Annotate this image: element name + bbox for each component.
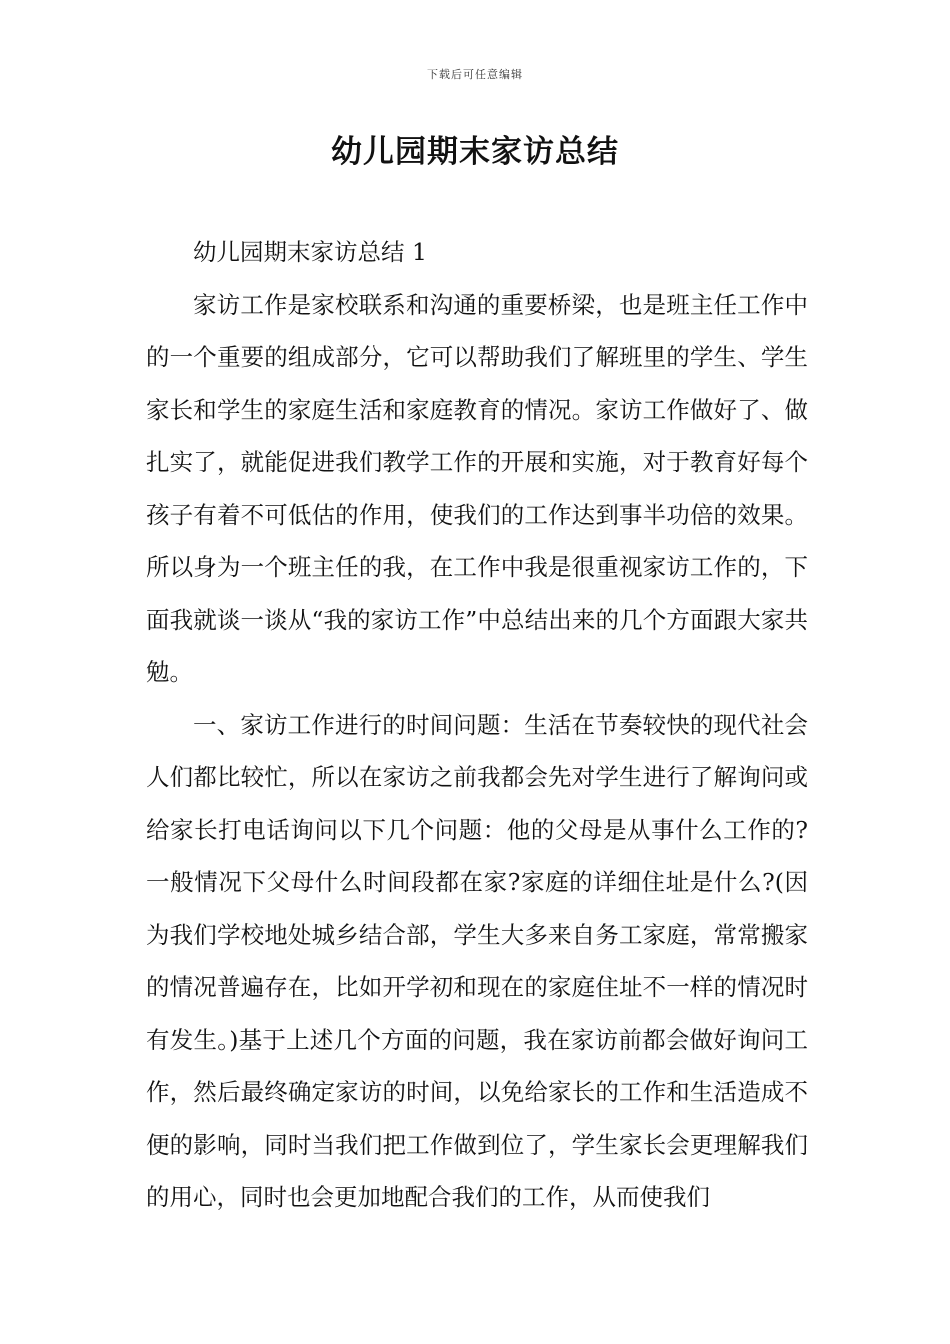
header-note: 下载后可任意编辑 [427, 68, 523, 81]
body-paragraph: 家访工作是家校联系和沟通的重要桥梁，也是班主任工作中的一个重要的组成部分，它可以帮助我们了解班里的学生、学生家长和学生的家庭生活和家庭教育的情况。家访工作做好了、做扎实了，就能促进我们教学工作的开展和实施，对于教育好每个孩子有着不可低估的作用，使我们的工作达到事半功倍的效果。所以身为一个班主任的我，在工作中我是很重视家访工作的，下面我就谈一谈从“我的家访工作”中总结出来的几个方面跟大家共勉。 [146, 290, 808, 686]
section-heading: 幼儿园期末家访总结 1 [193, 238, 427, 266]
document-body [146, 226, 808, 1224]
body-paragraph: 一、家访工作进行的时间问题：生活在节奏较快的现代社会人们都比较忙，所以在家访之前我都会先对学生进行了解询问或给家长打电话询问以下几个问题：他的父母是从事什么工作的?一般情况下父母什么时间段都在家?家庭的详细住址是什么?(因为我们学校地处城乡结合部，学生大多来自务工家庭，常常搬家的情况普遍存在，比如开学初和现在的家庭住址不一样的情况时有发生。)基于上述几个方面的问题，我在家访前都会做好询问工作，然后最终确定家访的时间，以免给家长的工作和生活造成不便的影响，同时当我们把工作做到位了，学生家长会更理解我们的用心，同时也会更加地配合我们的工作，从而使我们 [146, 710, 808, 1211]
document-title: 幼儿园期末家访总结 [331, 134, 619, 170]
